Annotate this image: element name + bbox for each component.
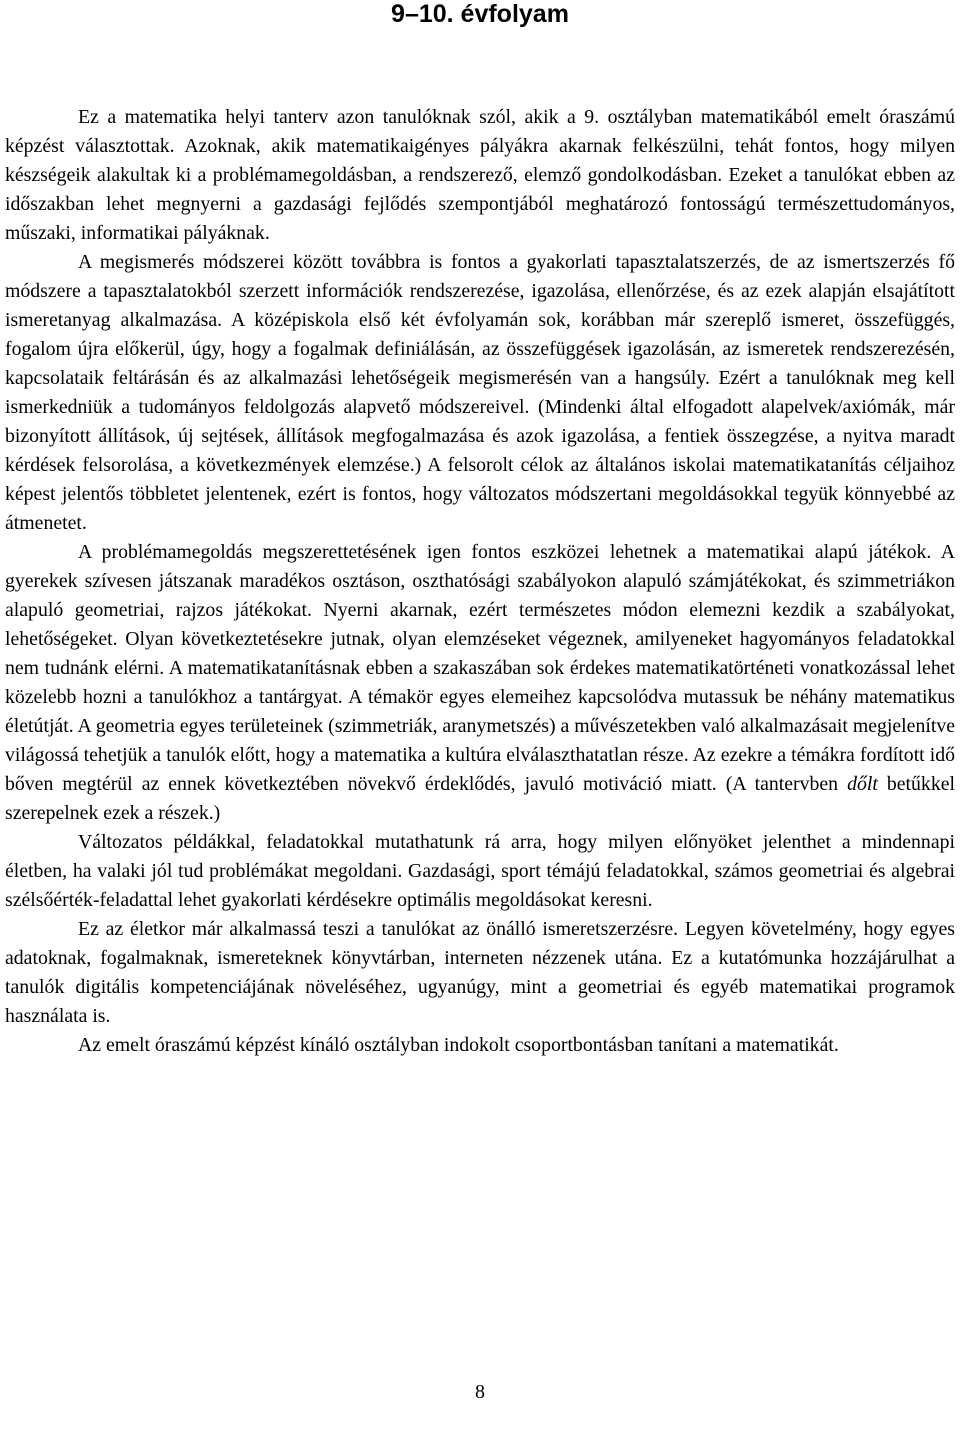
page-number: 8 <box>475 1381 485 1403</box>
page-title: 9–10. évfolyam <box>391 0 569 28</box>
paragraph-games-text: A problémamegoldás megszerettetésének igen fontos eszközei lehetnek a matematikai alapú játékok. A gyerekek szívesen játszanak maradékos osztáson, oszthatósági szabályokon alapuló számjátékokat, és szimmetriákon alapuló geometriai, rajzos játékokat. Nyerni akarnak, ezért természetes módon elemezni kezdik a szabályokat, lehetőségeket. Olyan következtetésekre jutnak, olyan elemzéseket végeznek, amilyeneket hagyományos feladatokkal nem tudnánk elérni. A matematikatanításnak ebben a szakaszában sok érdekes matematikatörténeti vonatkozással lehet közelebb hozni a tanulókhoz a tantárgyat. A témakör egyes elemeihez kapcsolódva mutassuk be néhány matematikus életútját. A geometria egyes területeinek (szimmetriák, aranymetszés) a művészetekben való alkalmazásait megjelenítve világossá tehetjük a tanulók előtt, hogy a matematika a kultúra elválaszthatatlan része. Az ezekre a témákra fordított idő bőven megtérül az ennek következtében növekvő érdeklődés, javuló motiváció miatt. (A tantervben <box>5 541 955 795</box>
italic-word: dőlt <box>847 773 878 795</box>
paragraph-games <box>5 538 955 828</box>
paragraph-methods: A megismerés módszerei között továbbra is fontos a gyakorlati tapasztalatszerzés, de az ismertszerzés fő módszere a tapasztalatokból szerzett információk rendszerezése, igazolása, ellenőrzése, és az ezek alapján elsajátított ismeretanyag alkalmazása. A középiskola első két évfolyamán sok, korábban már szereplő ismeret, összefüggés, fogalom újra előkerül, úgy, hogy a fogalmak definiálásán, az összefüggések igazolásán, az ismeretek rendszerezésén, kapcsolataik feltárásán és az alkalmazási lehetőségeik megismerésén van a hangsúly. Ezért a tanulóknak meg kell ismerkedniük a tudományos feldolgozás alapvető módszereivel. (Mindenki által elfogadott alapelvek/axiómák, már bizonyított állítások, új sejtések, állítások megfogalmazása és azok igazolása, a fentiek összegzése, a nyitva maradt kérdések felsorolása, a következmények elemzése.) A felsorolt célok az általános iskolai matematikatanítás céljaihoz képest jelentős többletet jelentenek, ezért is fontos, hogy változatos módszertani megoldásokkal tegyük könnyebbé az átmenetet. <box>5 251 955 534</box>
paragraph-groups: Az emelt óraszámú képzést kínáló osztályban indokolt csoportbontásban tanítani a matematikát. <box>78 1034 839 1056</box>
paragraph-intro: Ez a matematika helyi tanterv azon tanulóknak szól, akik a 9. osztályban matematikából emelt óraszámú képzést választottak. Azoknak, akik matematikaigényes pályákra akarnak felkészülni, tehát fontos, hogy milyen készségeik alakultak ki a problémamegoldásban, a rendszerező, elemző gondolkodásban. Ezeket a tanulókat ebben az időszakban lehet megnyerni a gazdasági fejlődés szempontjából meghatározó fontosságú természettudományos, műszaki, informatikai pályáknak. <box>5 106 955 244</box>
paragraph-examples: Változatos példákkal, feladatokkal mutathatunk rá arra, hogy milyen előnyöket jelenthet a mindennapi életben, ha valaki jól tud problémákat megoldani. Gazdasági, sport témájú feladatokkal, számos geometriai és algebrai szélsőérték-feladattal lehet gyakorlati kérdésekre optimális megoldásokat keresni. <box>5 831 955 911</box>
paragraph-research: Ez az életkor már alkalmassá teszi a tanulókat az önálló ismeretszerzésre. Legyen követelmény, hogy egyes adatoknak, fogalmaknak, ismereteknek könyvtárban, interneten nézzenek utána. Ez a kutatómunka hozzájárulhat a tanulók digitális kompetenciájának növeléséhez, ugyanúgy, mint a geometriai és egyéb matematikai programok használata is. <box>5 918 955 1027</box>
paragraph-games-text-end: betűkkel szerepelnek ezek a részek.) <box>5 773 955 824</box>
body-text <box>5 103 955 1060</box>
